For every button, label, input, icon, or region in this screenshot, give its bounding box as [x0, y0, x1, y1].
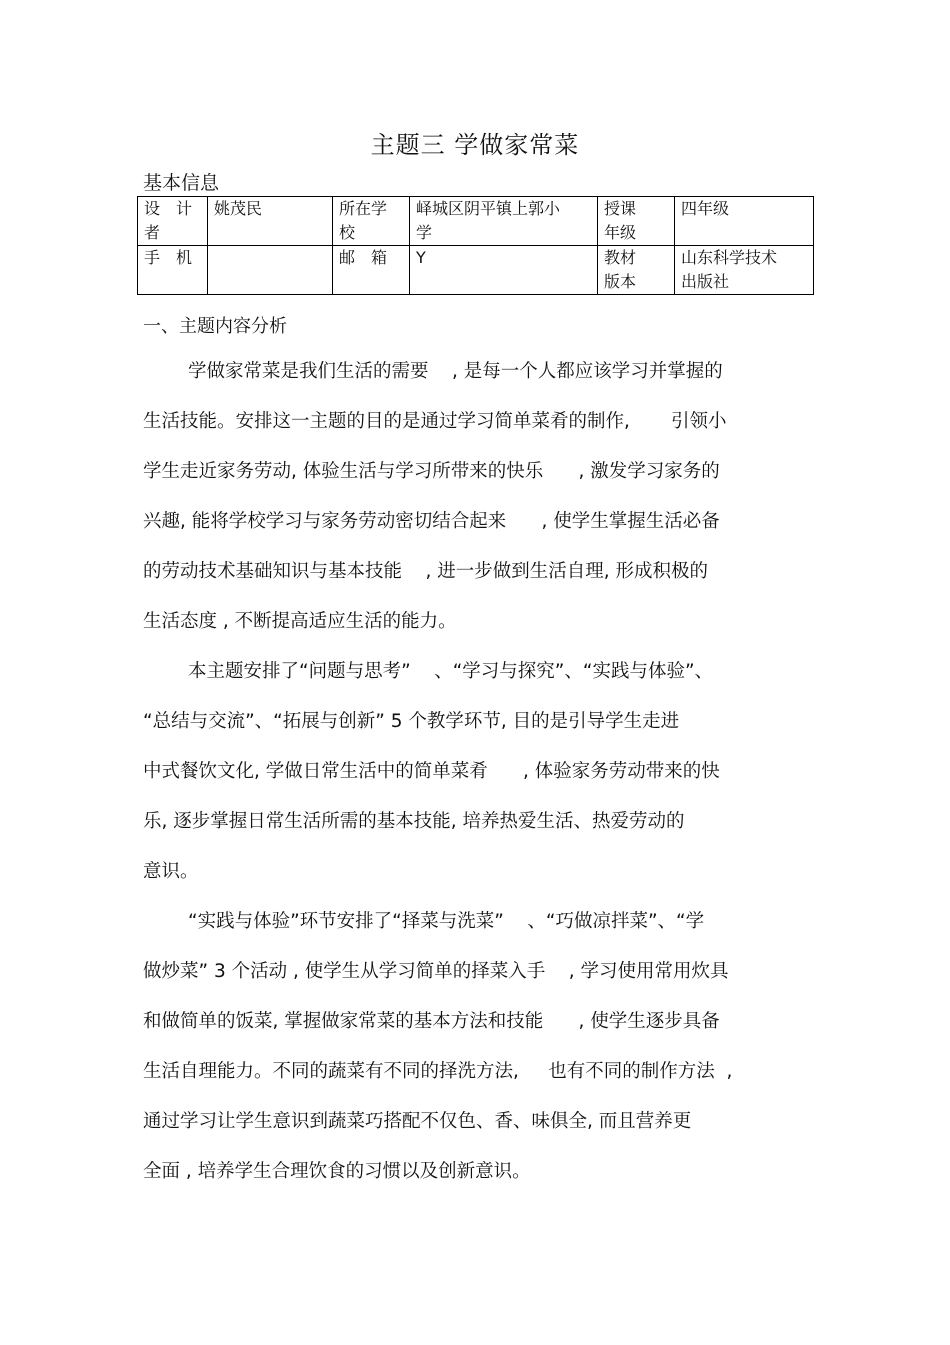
paragraph-line: 中式餐饮文化, 学做日常生活中的简单菜肴 , 体验家务劳动带来的快	[143, 761, 720, 782]
paragraph-line: 和做简单的饭菜, 掌握做家常菜的基本方法和技能 , 使学生逐步具备	[143, 1011, 720, 1032]
table-cell	[208, 246, 333, 295]
basic-info-label: 基本信息	[143, 172, 220, 194]
paragraph-3	[143, 905, 811, 1205]
table-cell: 峄城区阴平镇上郭小 学	[410, 197, 598, 246]
paragraph-1	[143, 355, 811, 655]
paragraph-line: 学生走近家务劳动, 体验生活与学习所带来的快乐 , 激发学习家务的	[143, 461, 720, 482]
table-cell: 教材 版本	[598, 246, 675, 295]
paragraph-line: 乐, 逐步掌握日常生活所需的基本技能, 培养热爱生活、热爱劳动的	[143, 811, 685, 832]
paragraph-line: “实践与体验”环节安排了“择菜与洗菜” 、“巧做凉拌菜”、“学	[188, 911, 705, 932]
table-cell: 所在学 校	[333, 197, 410, 246]
paragraph-line: 通过学习让学生意识到蔬菜巧搭配不仅色、香、味俱全, 而且营养更	[143, 1111, 692, 1132]
paragraph-line: 生活态度 , 不断提高适应生活的能力。	[143, 611, 457, 632]
paragraph-2	[143, 655, 811, 905]
table-cell: 设 计 者	[138, 197, 208, 246]
paragraph-line: 全面 , 培养学生合理饮食的习惯以及创新意识。	[143, 1161, 531, 1182]
table-cell: 姚茂民	[208, 197, 333, 246]
section-heading: 一、主题内容分析	[143, 316, 287, 337]
paragraph-line: 的劳动技术基础知识与基本技能 , 进一步做到生活自理, 形成积极的	[143, 561, 709, 582]
paragraph-line: 做炒菜” 3 个活动 , 使学生从学习简单的择菜入手 , 学习使用常用炊具	[143, 961, 729, 982]
table-cell: 邮 箱	[333, 246, 410, 295]
table-cell: 手 机	[138, 246, 208, 295]
paragraph-line: 学做家常菜是我们生活的需要 , 是每一个人都应该学习并掌握的	[188, 361, 723, 382]
table-cell: 山东科学技术 出版社	[675, 246, 814, 295]
table-cell: Y	[410, 246, 598, 295]
paragraph-line: 生活自理能力。不同的蔬菜有不同的择洗方法, 也有不同的制作方法 ,	[143, 1061, 733, 1082]
paragraph-line: 兴趣, 能将学校学习与家务劳动密切结合起来 , 使学生掌握生活必备	[143, 511, 720, 532]
paragraph-line: 意识。	[143, 861, 199, 882]
paragraph-line: “总结与交流”、“拓展与创新” 5 个教学环节, 目的是引导学生走进	[143, 711, 680, 732]
info-table	[137, 196, 814, 295]
page-title: 主题三 学做家常菜	[370, 131, 580, 159]
table-cell: 授课 年级	[598, 197, 675, 246]
table-row	[138, 246, 814, 295]
table-row	[138, 197, 814, 246]
paragraph-line: 生活技能。安排这一主题的目的是通过学习简单菜肴的制作, 引领小	[143, 411, 727, 432]
table-cell: 四年级	[675, 197, 814, 246]
paragraph-line: 本主题安排了“问题与思考” 、“学习与探究”、“实践与体验”、	[188, 661, 714, 682]
